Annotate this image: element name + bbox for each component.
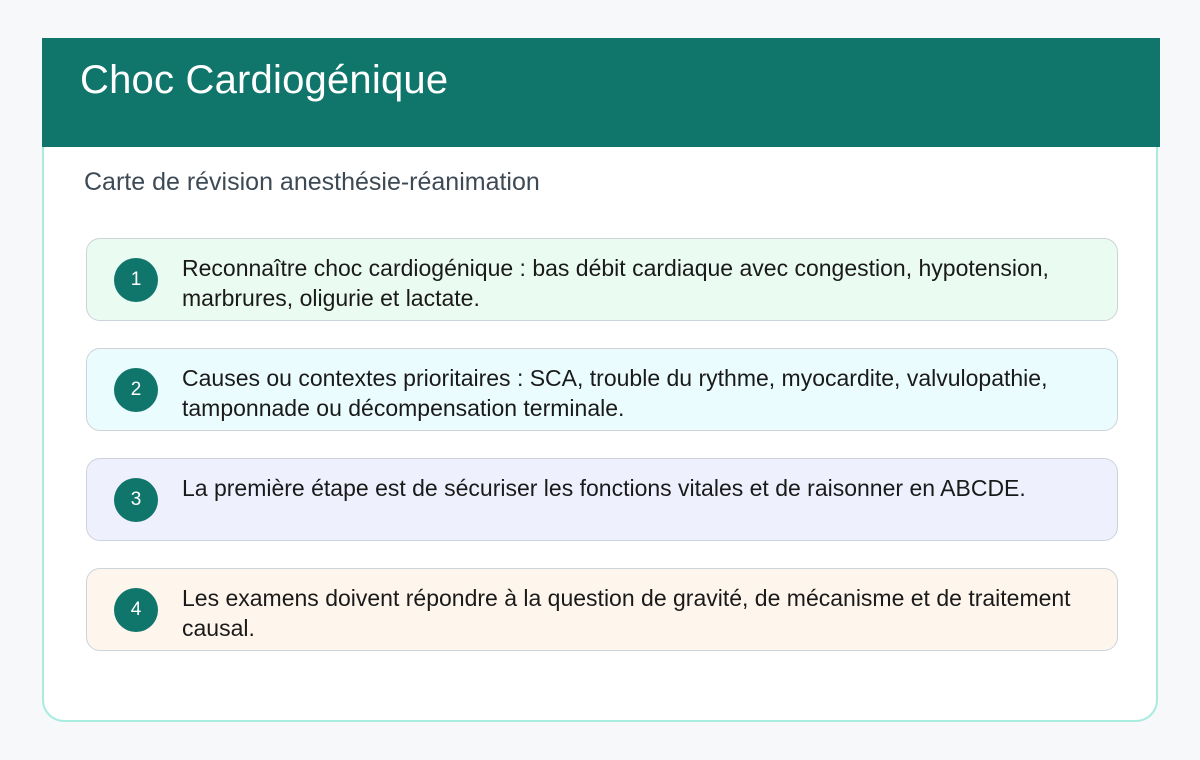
key-points-list [86,238,1118,678]
list-item [86,238,1118,321]
list-item-text: Reconnaître choc cardiogénique : bas débit cardiaque avec congestion, hypotension, marbrures, oligurie et lactate. [182,255,1049,311]
revision-card [42,38,1158,722]
step-number-badge: 2 [114,368,158,412]
step-number-badge: 3 [114,478,158,522]
list-item-text: Les examens doivent répondre à la question de gravité, de mécanisme et de traitement causal. [182,585,1071,641]
page-title: Choc Cardiogénique [80,58,449,102]
step-number-badge: 1 [114,258,158,302]
step-number-badge: 4 [114,588,158,632]
list-item [86,458,1118,541]
list-item-text: Causes ou contextes prioritaires : SCA, trouble du rythme, myocardite, valvulopathie, tamponnade ou décompensation terminale. [182,365,1048,421]
list-item [86,568,1118,651]
card-subtitle: Carte de révision anesthésie-réanimation [84,168,540,196]
list-item [86,348,1118,431]
card-header [42,38,1160,147]
list-item-text: La première étape est de sécuriser les fonctions vitales et de raisonner en ABCDE. [182,475,1026,501]
